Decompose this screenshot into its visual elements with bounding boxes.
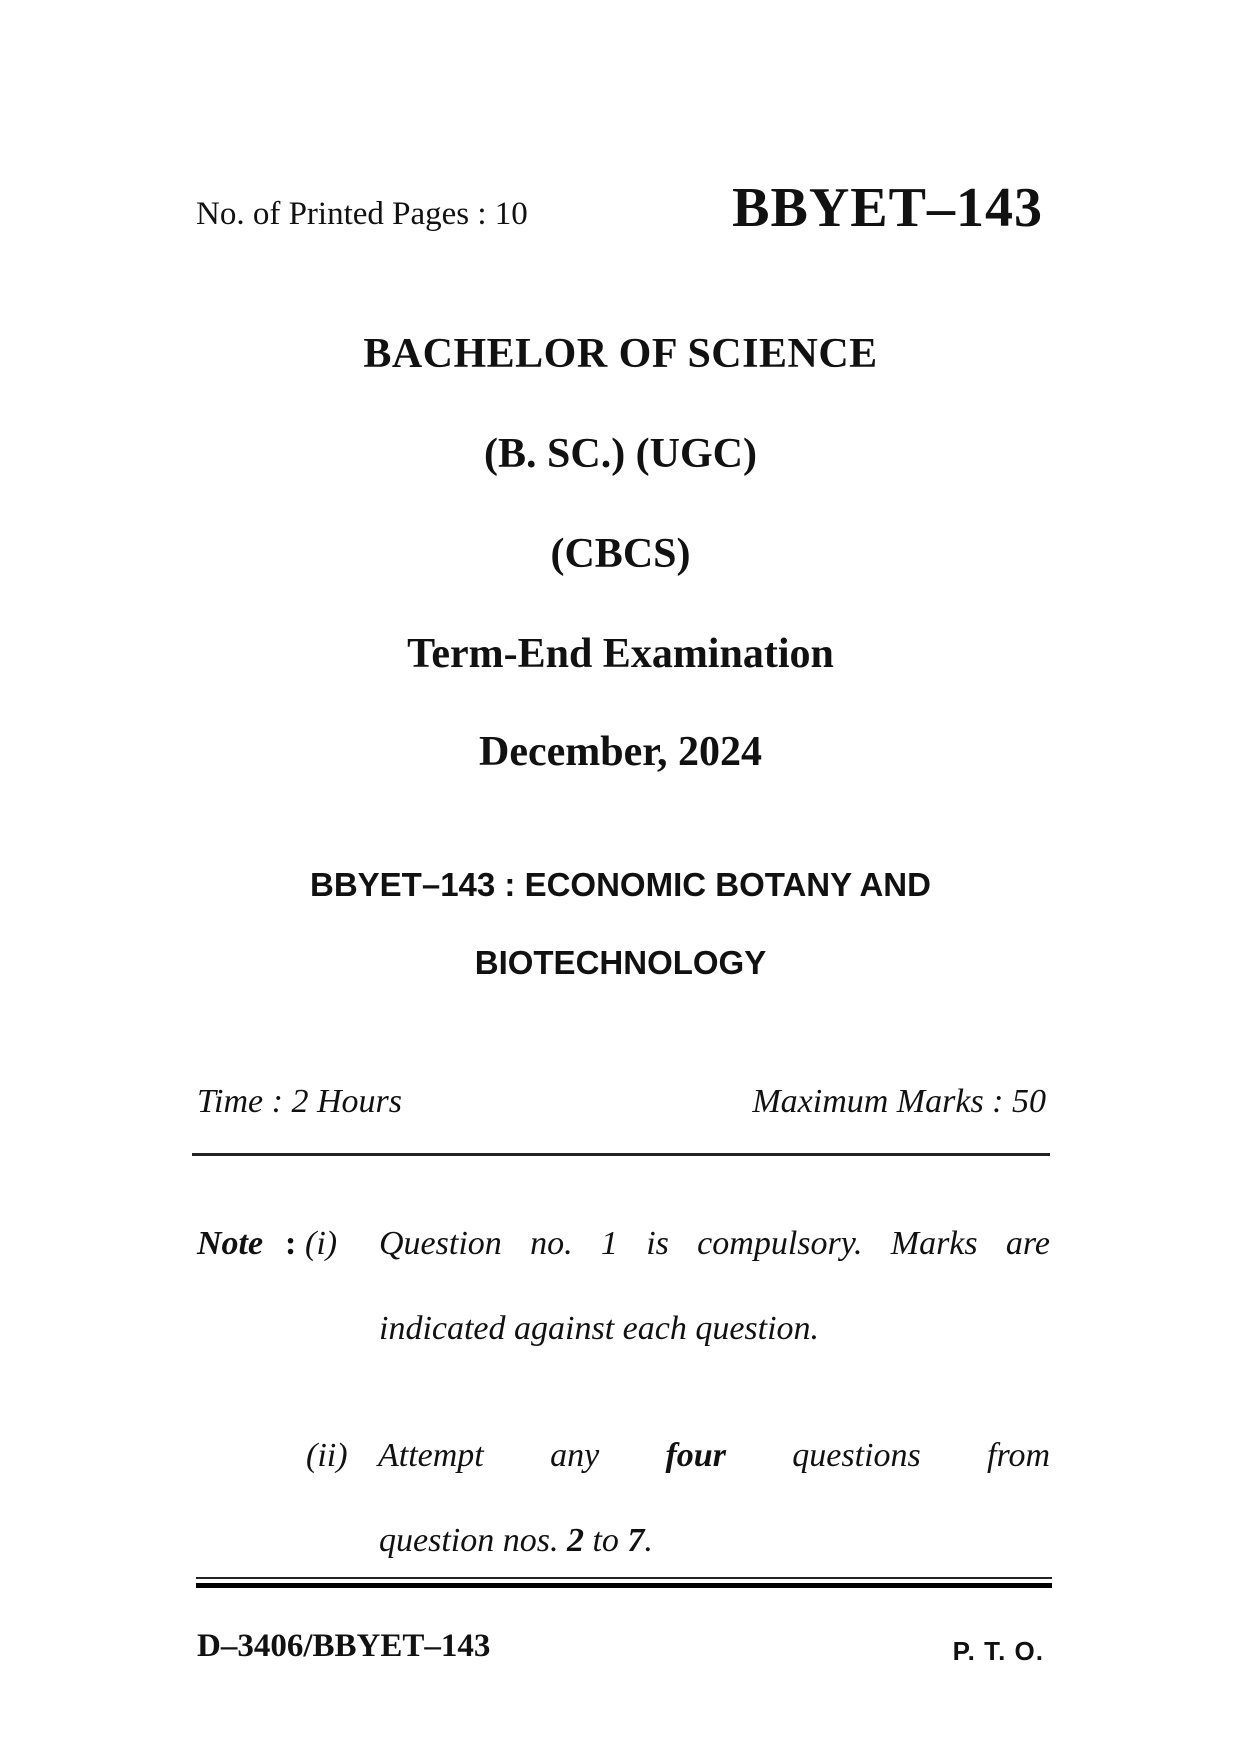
footer-divider-thin bbox=[196, 1577, 1052, 1579]
exam-title: Term-End Examination bbox=[407, 631, 834, 677]
note-item-number: (ii) bbox=[306, 1437, 348, 1474]
note-word: any bbox=[550, 1437, 600, 1474]
header-divider bbox=[192, 1153, 1050, 1156]
footer-paper-code: D–3406/BBYET–143 bbox=[197, 1628, 491, 1664]
paper-code: BBYET–143 bbox=[732, 177, 1043, 239]
note-label: Note bbox=[197, 1225, 264, 1262]
note-item-text bbox=[378, 1437, 1050, 1475]
course-title-line-1: BBYET–143 : ECONOMIC BOTANY AND bbox=[310, 866, 931, 903]
footer-divider-thick bbox=[196, 1583, 1052, 1588]
note-item-text: indicated against each question. bbox=[379, 1310, 820, 1347]
course-title-line-2: BIOTECHNOLOGY bbox=[474, 944, 767, 981]
program-title: (B. SC.) (UGC) bbox=[484, 431, 757, 477]
note-emphasis-number: 2 bbox=[566, 1522, 584, 1559]
note-item-number: (i) bbox=[305, 1225, 338, 1262]
note-word: questions bbox=[792, 1437, 921, 1474]
note-emphasis-number: 7 bbox=[627, 1522, 645, 1559]
exam-session: December, 2024 bbox=[478, 729, 763, 775]
note-text-part: to bbox=[583, 1522, 628, 1559]
note-text-part: . bbox=[644, 1522, 653, 1559]
note-item-text: Question no. 1 is compulsory. Marks are bbox=[379, 1225, 1050, 1262]
note-colon: : bbox=[285, 1225, 297, 1262]
degree-title: BACHELOR OF SCIENCE bbox=[363, 331, 878, 377]
note-word: Attempt bbox=[378, 1437, 484, 1474]
note-text-part: question nos. bbox=[379, 1522, 567, 1559]
note-word: from bbox=[987, 1437, 1051, 1474]
time-allowed: Time : 2 Hours bbox=[197, 1083, 402, 1120]
note-item-text bbox=[379, 1522, 653, 1560]
please-turn-over: P. T. O. bbox=[952, 1636, 1044, 1666]
maximum-marks: Maximum Marks : 50 bbox=[752, 1083, 1046, 1120]
scheme-title: (CBCS) bbox=[550, 531, 691, 577]
printed-pages-count: No. of Printed Pages : 10 bbox=[196, 196, 528, 232]
note-emphasis-word: four bbox=[665, 1437, 726, 1474]
